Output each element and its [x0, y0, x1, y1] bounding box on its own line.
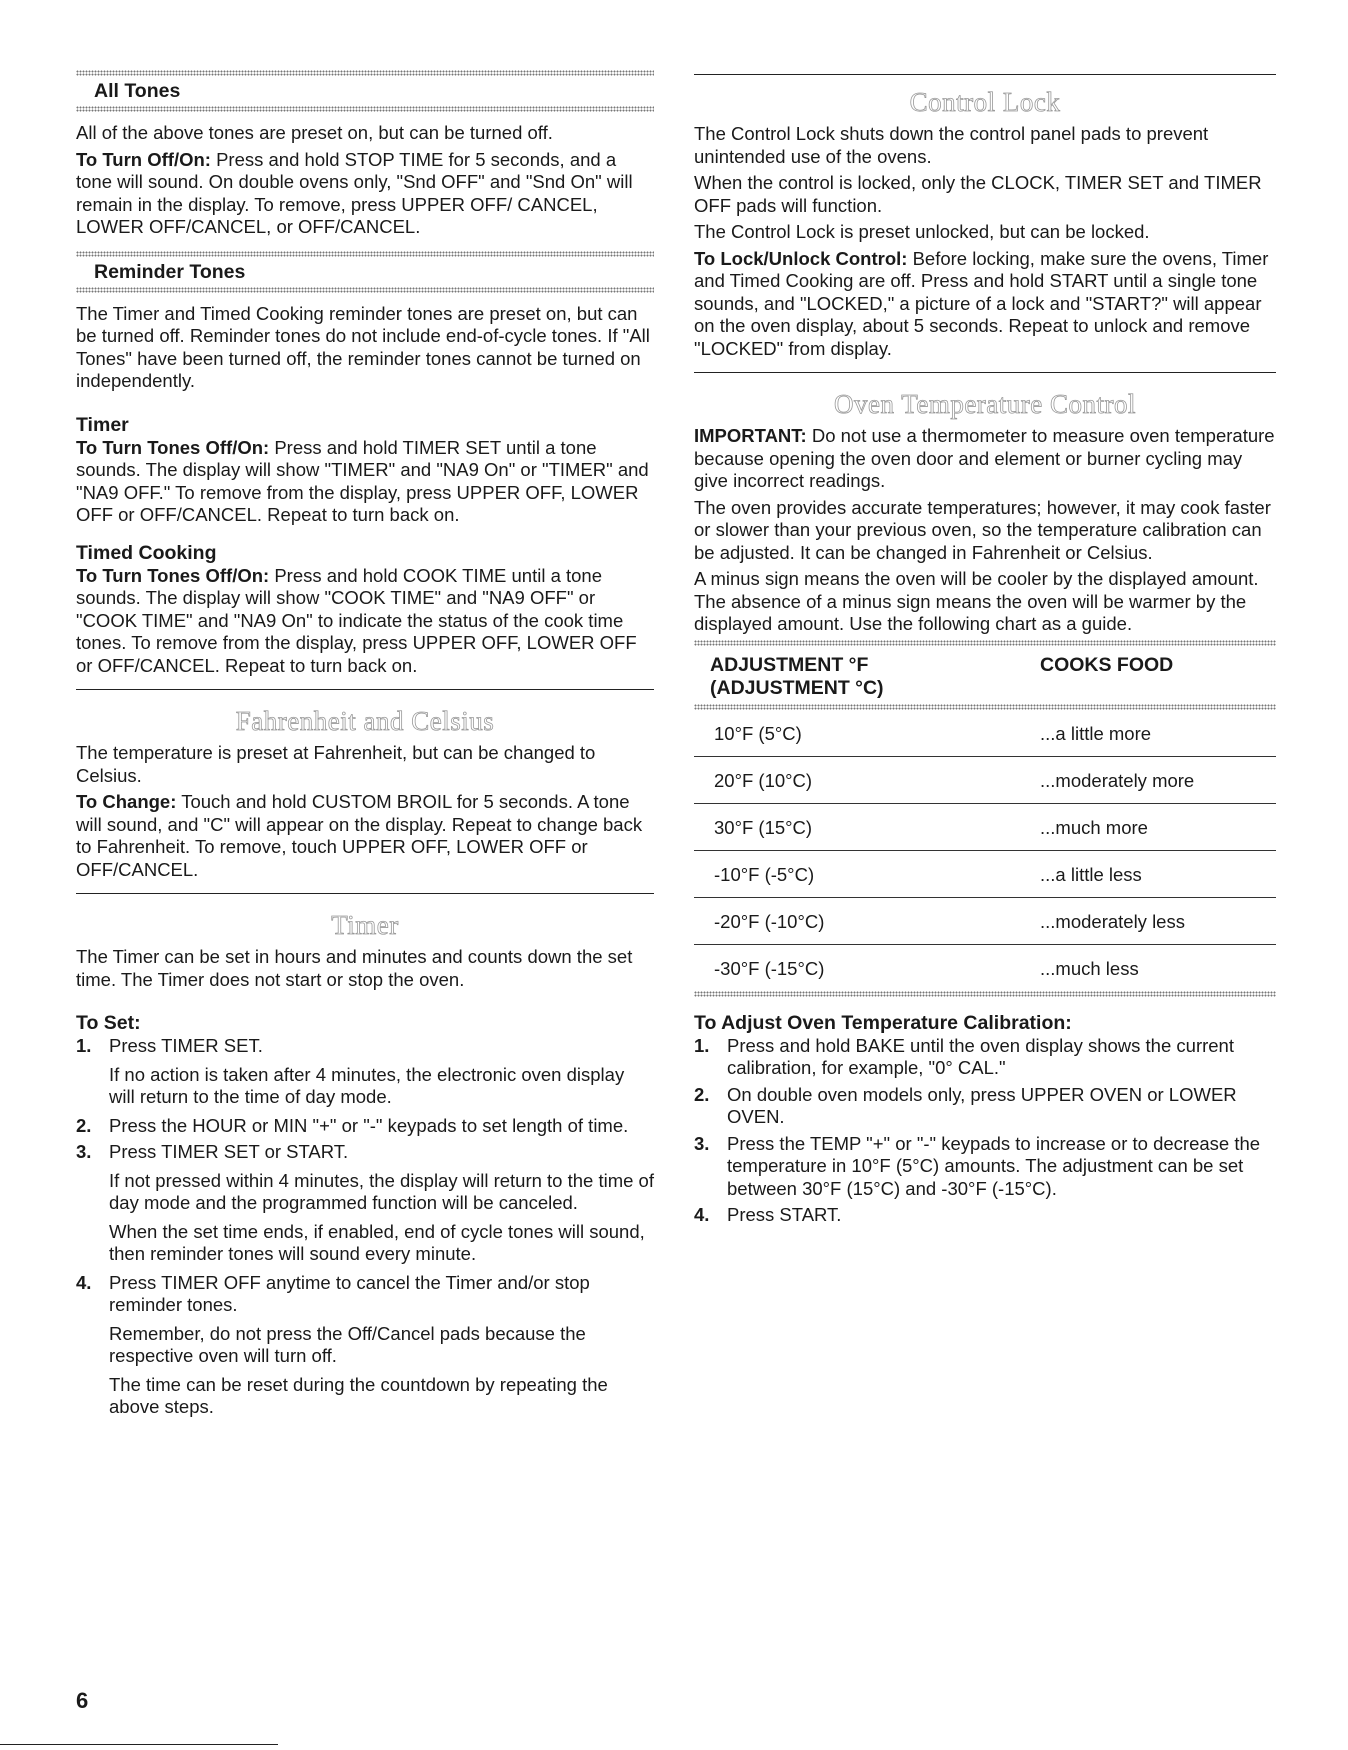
- timer-intro: The Timer can be set in hours and minutes and counts down the set time. The Timer does not start or stop the oven.: [76, 946, 633, 990]
- adjustment-column-header: [710, 654, 1040, 700]
- adjust-calibration-heading: To Adjust Oven Temperature Calibration:: [694, 1011, 1072, 1034]
- calibration-steps: [694, 1035, 1276, 1227]
- step-text: Press the HOUR or MIN "+" or "-" keypads to set length of time.: [109, 1114, 629, 1136]
- cooks-food-column-header: COOKS FOOD: [1040, 653, 1174, 676]
- to-set-heading: To Set:: [76, 1012, 141, 1034]
- table-row: [694, 804, 1276, 851]
- dotted-divider: [76, 287, 654, 293]
- page-number: 6: [76, 1688, 89, 1713]
- step-item: [694, 1204, 1276, 1227]
- table-cell: ...much less: [1040, 957, 1139, 979]
- step-text: Press and hold BAKE until the oven display shows the current calibration, for example, "0° CAL.": [727, 1034, 1234, 1078]
- step-note: If not pressed within 4 minutes, the display will return to the time of day mode and the programmed function will be canceled.: [109, 1169, 654, 1213]
- oven-temp-text: A minus sign means the oven will be cooler by the displayed amount. The absence of a minus sign means the oven will be warmer by the displayed amount. Use the following chart as a guide.: [694, 568, 1259, 634]
- table-cell: 10°F (5°C): [714, 722, 802, 744]
- step-number: 1.: [694, 1034, 710, 1056]
- step-text: Press START.: [727, 1204, 842, 1225]
- oven-temp-important: [694, 425, 1276, 493]
- all-tones-text: All of the above tones are preset on, but can be turned off.: [76, 122, 553, 143]
- step-text: Press TIMER SET or START.: [109, 1141, 349, 1162]
- calibration-table: [694, 640, 1276, 997]
- table-header: [694, 646, 1276, 704]
- table-cell: 20°F (10°C): [714, 769, 813, 791]
- step-number: 3.: [694, 1132, 710, 1154]
- step-number: 4.: [76, 1271, 92, 1293]
- table-row: [694, 898, 1276, 945]
- step-item: [76, 1115, 654, 1138]
- footer-rule: [0, 1744, 278, 1745]
- instruction-text: Touch and hold CUSTOM BROIL for 5 seconds. A tone will sound, and "C" will appear on the display. Repeat to change back to Fahrenheit. To remove, touch UPPER OFF, LOWER OFF or OFF/CANCEL.: [76, 791, 643, 880]
- step-item: [694, 1133, 1276, 1201]
- header-line: ADJUSTMENT °F: [710, 653, 869, 676]
- dotted-divider: [76, 106, 654, 112]
- step-item: [76, 1272, 654, 1419]
- table-row: [694, 710, 1276, 757]
- fahrenheit-instruction: [76, 791, 654, 881]
- table-cell: ...much more: [1040, 816, 1148, 838]
- section-rule: [694, 372, 1276, 373]
- instruction-text: Press and hold COOK TIME until a tone sounds. The display will show "COOK TIME" and "NA9 OFF" or "COOK TIME" and "NA9 On" to indicate the status of the cook time tones. To remove from the display, press UPPER OFF, LOWER OFF or OFF/CANCEL. Repeat to turn back on.: [76, 564, 637, 676]
- timer-steps: [76, 1035, 654, 1419]
- table-cell: -10°F (-5°C): [714, 863, 815, 885]
- all-tones-heading: All Tones: [94, 80, 181, 102]
- instruction-lead: To Turn Tones Off/On:: [76, 436, 270, 458]
- step-text: Press TIMER OFF anytime to cancel the Timer and/or stop reminder tones.: [109, 1271, 590, 1315]
- instruction-lead: To Turn Off/On:: [76, 148, 211, 170]
- table-cell: ...a little more: [1040, 722, 1152, 744]
- table-body: [694, 710, 1276, 991]
- step-text: Press the TEMP "+" or "-" keypads to increase or to decrease the temperature in 10°F (5°C) amounts. The adjustment can be set between 30°F (15°C) and -30°F (-15°C).: [727, 1132, 1261, 1199]
- section-rule: [76, 893, 654, 894]
- step-text: On double oven models only, press UPPER OVEN or LOWER OVEN.: [727, 1083, 1237, 1127]
- timer-tones-heading: Timer: [76, 413, 129, 436]
- step-number: 1.: [76, 1035, 92, 1056]
- timed-cooking-heading: Timed Cooking: [76, 541, 217, 564]
- instruction-text: Before locking, make sure the ovens, Timer and Timed Cooking are off. Press and hold START until a single tone sounds, and "LOCKED," a picture of a lock and "START?" will appear on the oven display, about 5 seconds. Repeat to unlock and remove "LOCKED" from display.: [694, 247, 1269, 359]
- section-rule: [76, 689, 654, 690]
- table-row: [694, 945, 1276, 991]
- instruction-lead: IMPORTANT:: [694, 425, 807, 446]
- control-lock-text: The Control Lock is preset unlocked, but can be locked.: [694, 221, 1150, 242]
- table-row: [694, 851, 1276, 898]
- control-lock-text: The Control Lock shuts down the control panel pads to prevent unintended use of the ovens.: [694, 123, 1209, 167]
- header-line: (ADJUSTMENT °C): [710, 676, 884, 699]
- table-cell: ...moderately less: [1040, 910, 1185, 932]
- oven-temperature-title: Oven Temperature Control: [833, 389, 1137, 419]
- section-rule: [694, 74, 1276, 75]
- fahrenheit-celsius-title: Fahrenheit and Celsius: [235, 706, 495, 736]
- control-lock-instruction: [694, 248, 1276, 361]
- instruction-text: Press and hold STOP TIME for 5 seconds, and a tone will sound. On double ovens only, "Snd OFF" and "Snd On" will remain in the display. To remove, press UPPER OFF/ CANCEL, LOWER OFF/CANCEL, or OFF/CANCEL.: [76, 148, 633, 237]
- step-item: [694, 1035, 1276, 1080]
- instruction-lead: To Turn Tones Off/On:: [76, 564, 270, 586]
- table-cell: -30°F (-15°C): [714, 957, 825, 979]
- timer-tones-instruction: [76, 437, 654, 527]
- table-cell: -20°F (-10°C): [714, 910, 825, 932]
- fahrenheit-text: The temperature is preset at Fahrenheit, but can be changed to Celsius.: [76, 742, 596, 786]
- control-lock-title: Control Lock: [909, 87, 1061, 117]
- table-row: [694, 757, 1276, 804]
- timed-cooking-instruction: [76, 565, 654, 678]
- instruction-lead: To Change:: [76, 791, 177, 812]
- step-number: 3.: [76, 1141, 92, 1162]
- dotted-divider: [694, 991, 1276, 997]
- reminder-tones-text: The Timer and Timed Cooking reminder tones are preset on, but can be turned off. Reminder tones do not include end-of-cycle tones. If "All Tones" have been turned off, the reminder tones cannot be turned on independently.: [76, 302, 650, 391]
- oven-temp-text: The oven provides accurate temperatures; however, it may cook faster or slower than your previous oven, so the temperature calibration can be adjusted. It can be changed in Fahrenheit or Celsius.: [694, 496, 1271, 563]
- step-number: 2.: [76, 1114, 92, 1136]
- control-lock-text: When the control is locked, only the CLOCK, TIMER SET and TIMER OFF pads will function.: [694, 172, 1262, 216]
- step-item: [76, 1141, 654, 1266]
- instruction-text: Do not use a thermometer to measure oven temperature because opening the oven door and element or burner cycling may give incorrect readings.: [694, 425, 1275, 491]
- reminder-tones-heading: Reminder Tones: [94, 260, 246, 283]
- table-cell: ...moderately more: [1040, 769, 1195, 791]
- instruction-text: Press and hold TIMER SET until a tone sounds. The display will show "TIMER" and "NA9 On" or "TIMER" and "NA9 OFF." To remove from the display, press UPPER OFF, LOWER OFF or OFF/CANCEL. Repeat to turn back on.: [76, 436, 649, 525]
- timer-title: Timer: [331, 910, 399, 940]
- step-number: 4.: [694, 1204, 710, 1225]
- table-cell: 30°F (15°C): [714, 816, 813, 838]
- step-item: [694, 1084, 1276, 1129]
- right-column: [694, 74, 1276, 1231]
- step-number: 2.: [694, 1083, 710, 1105]
- instruction-lead: To Lock/Unlock Control:: [694, 247, 908, 269]
- step-note: When the set time ends, if enabled, end of cycle tones will sound, then reminder tones will sound every minute.: [109, 1220, 645, 1264]
- dotted-divider: [76, 70, 654, 76]
- dotted-divider: [76, 251, 654, 257]
- left-column: [76, 70, 654, 1423]
- all-tones-instruction: [76, 149, 654, 239]
- step-item: [76, 1035, 654, 1109]
- step-note: The time can be reset during the countdown by repeating the above steps.: [109, 1373, 608, 1417]
- step-note: If no action is taken after 4 minutes, the electronic oven display will return to the time of day mode.: [109, 1063, 625, 1107]
- step-note: Remember, do not press the Off/Cancel pads because the respective oven will turn off.: [109, 1322, 586, 1366]
- table-cell: ...a little less: [1040, 863, 1142, 885]
- step-text: Press TIMER SET.: [109, 1035, 263, 1056]
